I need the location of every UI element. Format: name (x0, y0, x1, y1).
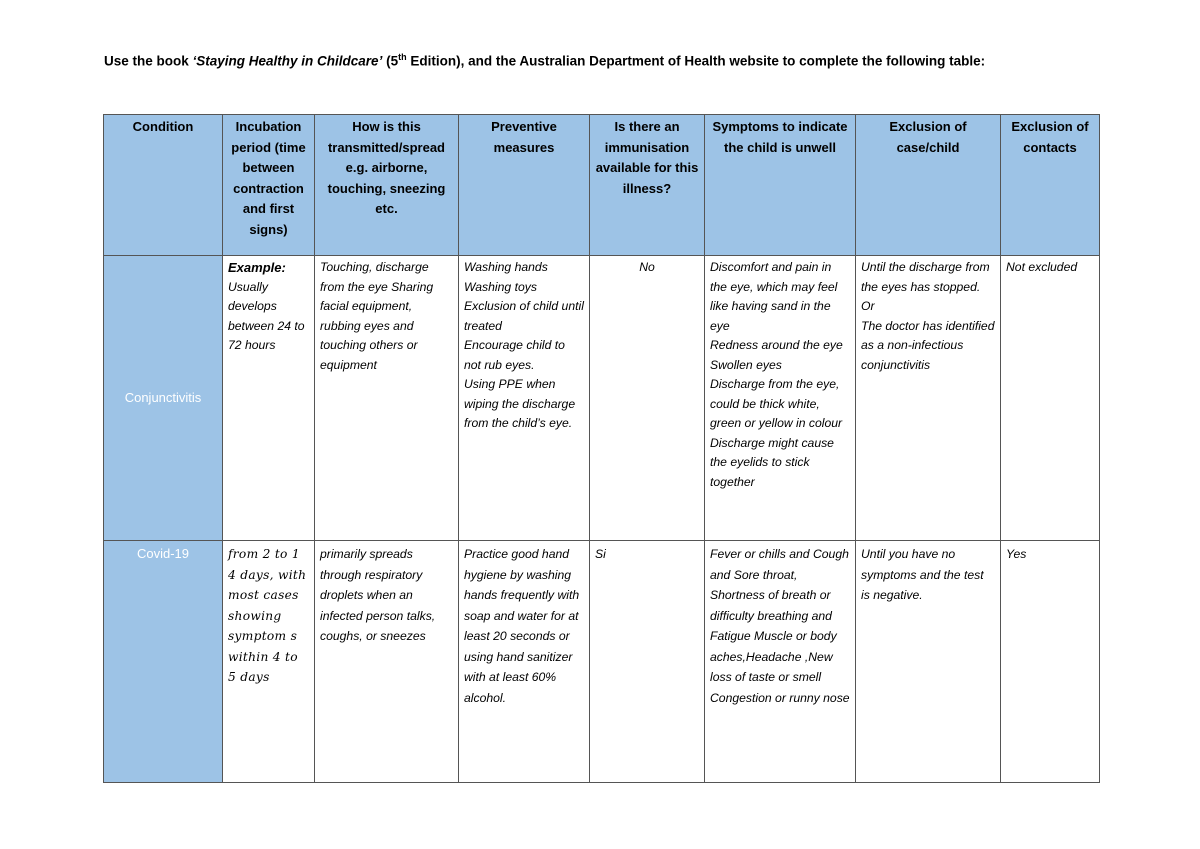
prevention-line: Encourage child to not rub eyes. (464, 338, 565, 372)
instruction-prefix: Use the book (104, 53, 193, 69)
exclusion-contacts-cell: Yes (1001, 541, 1100, 783)
prevention-line: Using PPE when wiping the discharge from the child’s eye. (464, 377, 576, 430)
prevention-line: Exclusion of child until treated (464, 299, 584, 333)
immunisation-cell: Si (590, 541, 705, 783)
incubation-cell (223, 256, 315, 541)
transmission-cell: primarily spreads through respiratory droplets when an infected person talks, coughs, or sneezes (315, 541, 459, 783)
table-row-conjunctivitis (104, 256, 1100, 541)
exclusion-contacts-cell: Not excluded (1001, 256, 1100, 541)
header-condition: Condition (104, 115, 223, 256)
symptom-line: Discharge from the eye, could be thick white, green or yellow in colour (710, 377, 843, 430)
symptoms-cell: Fever or chills and Cough and Sore throat, Shortness of breath or difficulty breathing and Fatigue Muscle or body aches,Headache ,New loss of taste or smell Congestion or runny nose (705, 541, 856, 783)
prevention-cell: Practice good hand hygiene by washing hands frequently with soap and water for at least 20 seconds or using hand sanitizer with at least 60% alcohol. (459, 541, 590, 783)
exclusion-case-line: Until the discharge from the eyes has stopped. (861, 260, 990, 294)
condition-cell: Covid-19 (104, 541, 223, 783)
symptoms-cell (705, 256, 856, 541)
exclusion-case-cell (856, 256, 1001, 541)
exclusion-case-line: Or (861, 299, 875, 313)
book-title: ‘Staying Healthy in Childcare’ (192, 53, 383, 69)
header-exclusion-case: Exclusion of case/child (856, 115, 1001, 256)
edition-superscript: th (398, 52, 407, 62)
symptom-line: Discomfort and pain in the eye, which may feel like having sand in the eye (710, 260, 838, 333)
symptom-line: Swollen eyes (710, 357, 782, 372)
prevention-line: Washing toys (464, 279, 537, 294)
prevention-line: Washing hands (464, 260, 548, 274)
condition-cell: Conjunctivitis (104, 256, 223, 541)
header-transmission: How is this transmitted/spread e.g. airborne, touching, sneezing etc. (315, 115, 459, 256)
example-label: Example: (228, 260, 286, 275)
header-immunisation: Is there an immunisation available for this illness? (590, 115, 705, 256)
header-symptoms: Symptoms to indicate the child is unwell (705, 115, 856, 256)
symptom-line: Redness around the eye (710, 338, 843, 352)
edition-open: (5 (382, 53, 399, 69)
incubation-text: Usually develops between 24 to 72 hours (228, 279, 305, 352)
prevention-cell (459, 256, 590, 541)
header-incubation: Incubation period (time between contraction and first signs) (223, 115, 315, 256)
table-row-covid-19 (104, 541, 1100, 783)
header-exclusion-contacts: Exclusion of contacts (1001, 115, 1100, 256)
transmission-cell: Touching, discharge from the eye Sharing facial equipment, rubbing eyes and touching others or equipment (315, 256, 459, 541)
header-prevention: Preventive measures (459, 115, 590, 256)
immunisation-cell: No (590, 256, 705, 541)
exclusion-case-line: The doctor has identified as a non-infectious conjunctivitis (861, 318, 995, 372)
instruction-text (104, 52, 1104, 69)
incubation-cell: from 2 to 1 4 days, with most cases showing symptom s within 4 to 5 days (223, 541, 315, 783)
illness-table (103, 114, 1100, 783)
symptom-line: Discharge might cause the eyelids to stick together (710, 435, 834, 489)
header-row (104, 115, 1100, 256)
instruction-suffix: Edition), and the Australian Department of Health website to complete the following table: (406, 53, 986, 69)
exclusion-case-cell: Until you have no symptoms and the test is negative. (856, 541, 1001, 783)
